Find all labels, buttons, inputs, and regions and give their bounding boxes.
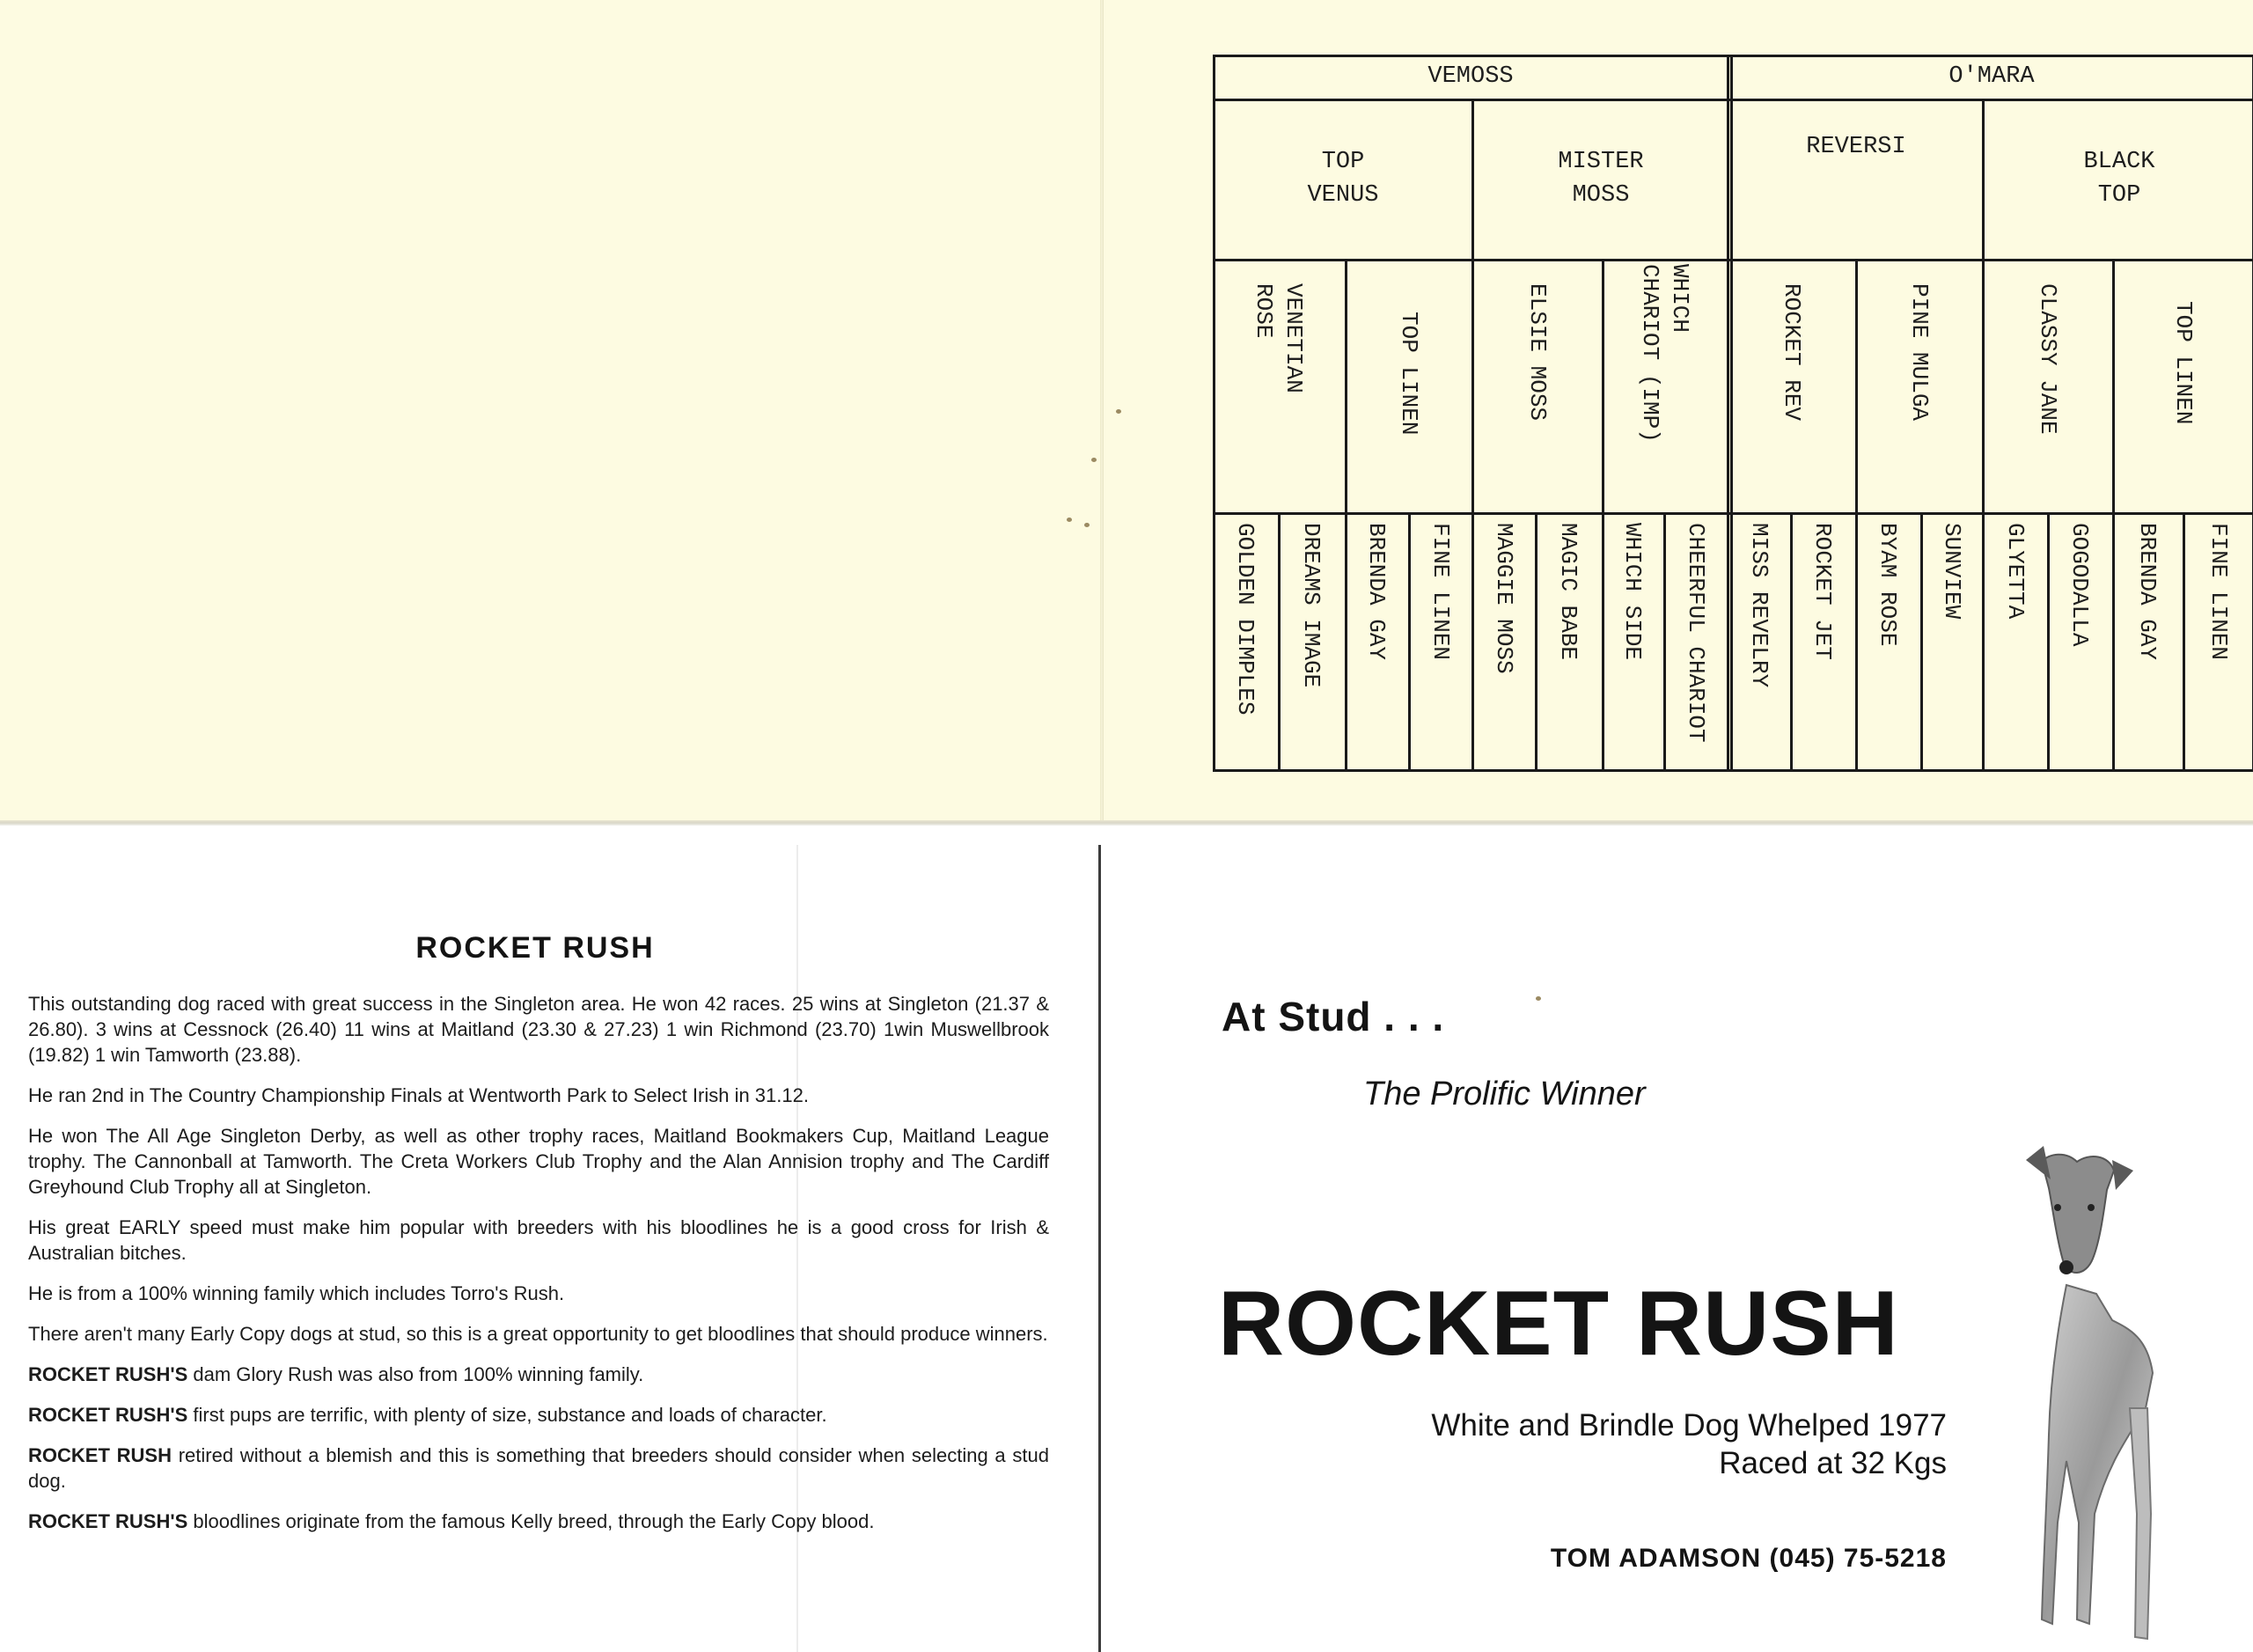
ggp-which-chariot: [1602, 259, 1728, 512]
ggg-cell: [1984, 514, 2047, 769]
description-line: Raced at 32 Kgs: [1719, 1446, 1947, 1480]
table-rule: [1535, 512, 1537, 772]
story-paragraph: He is from a 100% winning family which includes Torro's Rush.: [28, 1282, 565, 1304]
grandparent-reversi: [1728, 99, 1984, 259]
ggp-elsie-moss: [1473, 259, 1602, 512]
story-paragraph: [28, 1509, 1049, 1534]
grandparent-black-top: BLACK TOP: [2083, 149, 2155, 209]
dog-name-headline: ROCKET RUSH: [1218, 1273, 1899, 1375]
story-text: first pups are terrific, with plenty of size, substance and loads of character.: [187, 1404, 827, 1426]
story-paragraph: He ran 2nd in The Country Championship Finals at Wentworth Park to Select Irish in 31.12.: [28, 1084, 809, 1106]
table-rule: [1982, 99, 1985, 772]
ggg-label: GLYETTA: [2002, 523, 2029, 620]
sire-name: VEMOSS: [1427, 63, 1514, 90]
ggg-label: MAGIC BABE: [1555, 523, 1582, 661]
story-text: bloodlines originate from the famous Kelly breed, through the Early Copy blood.: [187, 1510, 875, 1532]
ggg-cell: [1408, 514, 1473, 769]
ggg-cell: [1535, 514, 1602, 769]
ggg-label: WHICH SIDE: [1619, 523, 1646, 661]
story-paragraph: His great EARLY speed must make him popular with breeders with his bloodlines he is a good cross for Irish & Australian bitches.: [28, 1216, 1049, 1264]
ggg-label: MAGGIE MOSS: [1491, 523, 1517, 674]
ggg-label: DREAMS IMAGE: [1298, 523, 1325, 688]
ggg-label: GOGODALLA: [2066, 523, 2093, 647]
story-title: ROCKET RUSH: [415, 931, 655, 965]
horizontal-fold: [0, 820, 2253, 826]
ggg-cell: [2047, 514, 2112, 769]
ggg-cell: [1345, 514, 1408, 769]
ggg-label: BRENDA GAY: [1363, 523, 1390, 661]
ggg-label: BYAM ROSE: [1875, 523, 1901, 647]
ggp-label: ELSIE MOSS: [1524, 283, 1551, 422]
ggg-cell: [1663, 514, 1728, 769]
table-rule: [1213, 769, 2253, 772]
ggg-label: ROCKET JET: [1809, 523, 1836, 661]
greyhound-photo: [2024, 1144, 2156, 1646]
story-name-bold: ROCKET RUSH'S: [28, 1510, 188, 1532]
ggg-cell: [1920, 514, 1984, 769]
table-rule: [1471, 99, 1474, 772]
table-rule: [1345, 259, 1347, 772]
ggp-top-linen: [1345, 259, 1473, 512]
ggg-cell: [1278, 514, 1345, 769]
ggg-cell: [2183, 514, 2253, 769]
contact-line: TOM ADAMSON (045) 75-5218: [1550, 1544, 1947, 1573]
grandparent-top-venus: TOP VENUS: [1307, 149, 1379, 209]
blank-inner-panel: [0, 0, 1102, 824]
ggg-cell: [1473, 514, 1535, 769]
ggg-label: FINE LINEN: [1427, 523, 1454, 661]
story-name-bold: ROCKET RUSH: [28, 1444, 172, 1466]
card-edge: [1098, 845, 1101, 1652]
table-rule: [1855, 259, 1858, 772]
ggg-label: BRENDA GAY: [2134, 523, 2161, 661]
ggg-label: MISS REVELRY: [1746, 523, 1772, 688]
grandparent-reversi-label: REVERSI: [1806, 134, 1906, 160]
ggp-classy-jane: [1984, 259, 2112, 512]
story-paragraph: This outstanding dog raced with great success in the Singleton area. He won 42 races. 25 wins at Singleton (21.37 & 26.80). 3 wins at Cessnock (26.40) 11 wins at Maitland (23.30 & 27.23) 1 win Richmond (23.70) 1win Muswellbrook (19.82) 1 win Tamworth (23.88).: [28, 993, 1049, 1066]
ggg-label: CHEERFUL CHARIOT: [1683, 523, 1709, 743]
story-text: dam Glory Rush was also from 100% winning family.: [187, 1363, 644, 1385]
table-rule: [2047, 512, 2050, 772]
description-line: White and Brindle Dog Whelped 1977: [1431, 1408, 1947, 1443]
grandparent-mister-moss: MISTER MOSS: [1558, 149, 1644, 209]
paper-speck: [1536, 996, 1541, 1001]
table-rule: [1278, 512, 1281, 772]
story-paragraph: [28, 1402, 1049, 1428]
dam-name: O'MARA: [1948, 63, 2035, 90]
ggp-label: CLASSY JANE: [2035, 283, 2061, 435]
tagline: The Prolific Winner: [1363, 1076, 1646, 1112]
table-rule: [1213, 55, 2253, 57]
table-rule: [1213, 55, 1215, 772]
ggg-cell: [1790, 514, 1855, 769]
story-body: [28, 991, 1049, 1549]
table-rule: [1663, 512, 1666, 772]
paper-speck: [1067, 518, 1072, 522]
table-rule: [2112, 259, 2115, 772]
pedigree-table: [1213, 55, 2253, 773]
ggg-cell: [1213, 514, 1278, 769]
story-text: retired without a blemish and this is something that breeders should consider when selecting a stud dog.: [28, 1444, 1049, 1492]
table-rule: [1730, 55, 1733, 772]
ggg-cell: [1602, 514, 1663, 769]
ggg-label: GOLDEN DIMPLES: [1232, 523, 1259, 716]
ggp-label: ROCKET REV: [1779, 283, 1805, 422]
paper-speck: [1116, 409, 1121, 414]
ggp-label: TOP LINEN: [1396, 312, 1422, 436]
ggg-cell: [2112, 514, 2183, 769]
paper-speck: [1091, 458, 1097, 462]
ggp-top-linen-2: [2112, 259, 2253, 512]
ggp-label: PINE MULGA: [1906, 283, 1933, 422]
story-paragraph: There aren't many Early Copy dogs at stud, so this is a great opportunity to get bloodlines that should produce winners.: [28, 1323, 1048, 1345]
table-rule: [1790, 512, 1793, 772]
table-rule: [1920, 512, 1923, 772]
story-name-bold: ROCKET RUSH'S: [28, 1404, 188, 1426]
story-name-bold: ROCKET RUSH'S: [28, 1363, 188, 1385]
ggp-label: WHICH CHARIOT (IMP): [1637, 264, 1693, 443]
ggg-cell: [1728, 514, 1790, 769]
table-rule: [1213, 99, 2253, 101]
vertical-fold: [1100, 0, 1104, 824]
table-rule: [1727, 55, 1729, 772]
table-rule: [1408, 512, 1411, 772]
dog-description: [1431, 1406, 1947, 1482]
story-paragraph: [28, 1362, 1049, 1387]
ggp-pine-mulga: [1855, 259, 1984, 512]
ggg-label: SUNVIEW: [1939, 523, 1965, 620]
ggp-venetian-rose: [1213, 259, 1345, 512]
table-rule: [2183, 512, 2185, 772]
table-rule: [1213, 512, 2253, 515]
ggg-cell: [1855, 514, 1920, 769]
ggp-rocket-rev: [1728, 259, 1855, 512]
table-rule: [1602, 259, 1604, 772]
story-paragraph: He won The All Age Singleton Derby, as well as other trophy races, Maitland Bookmakers Cup, Maitland League trophy. The Cannonball at Tamworth. The Creta Workers Club Trophy and the Alan Annision trophy and The Cardiff Greyhound Club Trophy all at Singleton.: [28, 1125, 1049, 1198]
ggp-label: VENETIAN ROSE: [1251, 283, 1307, 393]
table-rule: [1213, 259, 2253, 261]
ggg-label: FINE LINEN: [2205, 523, 2232, 661]
ggp-label: TOP LINEN: [2170, 301, 2197, 425]
paper-speck: [1084, 523, 1090, 527]
at-stud-heading: At Stud . . .: [1222, 994, 1445, 1039]
story-paragraph: [28, 1443, 1049, 1494]
